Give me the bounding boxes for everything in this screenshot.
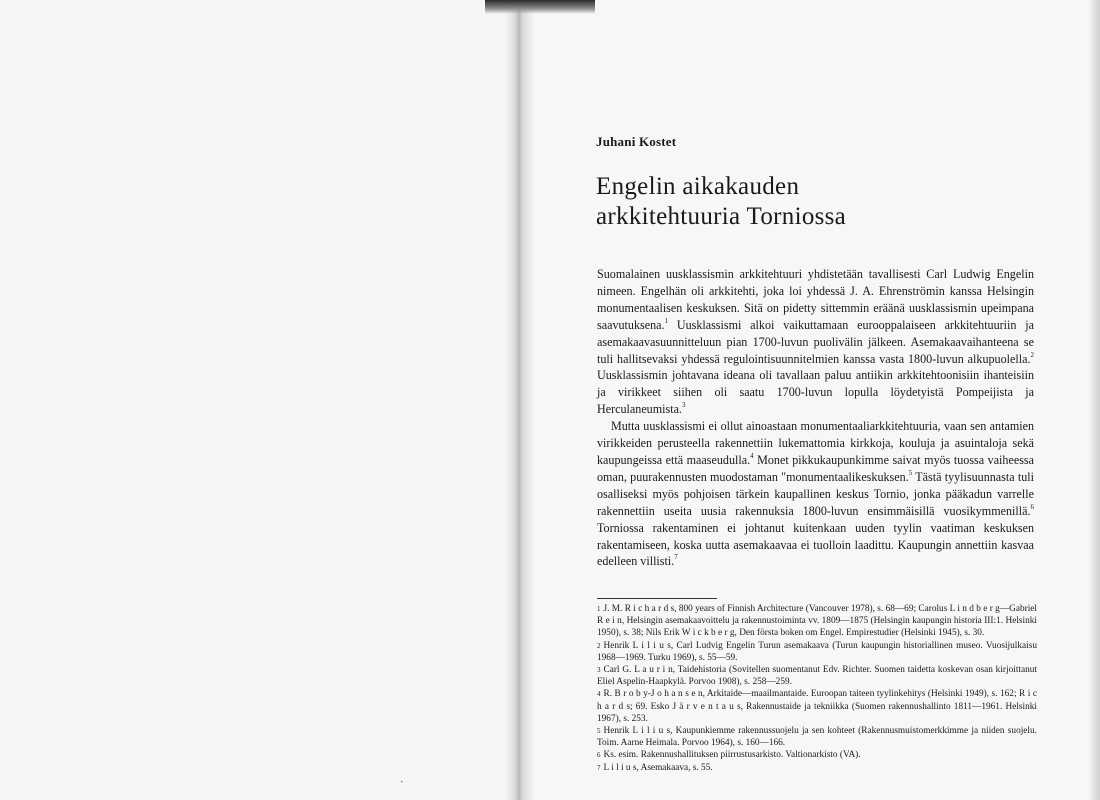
footnote-text: J. M. R i c h a r d s, 800 years of Finnish Architecture (Vancouver 1978), s. 68—69; Carolus L i n d b e r g—Gabriel R e i n, Helsingin asemakaavoittelu ja rakennustoiminta vv. 1809—1875 (Helsingin kaupungin historia III:1. Helsinki 1950), s. 38; Nils Erik W i c k b e r g, Den första boken om Engel. Empirestudier (Helsinki 1945), s. 30. bbox=[597, 604, 1037, 639]
footnote bbox=[597, 603, 1037, 640]
footnote-ref-1: 1 bbox=[664, 316, 669, 325]
stray-ink-mark: ˏ bbox=[400, 771, 404, 783]
footnote-text: Henrik L i l i u s, Kaupunkiemme rakennussuojelu ja sen kohteet (Rakennusmuistomerkkimme ja niiden suojelu. Toim. Aarne Heimala. Porvoo 1964), s. 160—166. bbox=[597, 726, 1037, 749]
footnote-text: Carl G. L a u r i n, Taidehistoria (Sovitellen suomentanut Edv. Richter. Suomen taidetta koskevan osan kirjoittanut Eliel Aspelin-Haapkylä. Porvoo 1908), s. 258—259. bbox=[597, 665, 1037, 688]
book-gutter bbox=[505, 0, 533, 800]
author-name: Juhani Kostet bbox=[596, 134, 677, 149]
footnote-number: 2 bbox=[597, 641, 601, 650]
footnote-number: 3 bbox=[597, 666, 601, 675]
footnote-number: 4 bbox=[597, 690, 601, 699]
paragraph-2-text-d: Torniossa rakentaminen ei johtanut kuitenkaan uuden tyylin vaatiman keskuksen rakentamiseen, koska uutta asemakaavaa ei tuolloin laadittu. Kaupungin annettiin kasvaa edelleen villisti. bbox=[597, 520, 1034, 569]
footnote-ref-6: 6 bbox=[1030, 502, 1034, 511]
footnote bbox=[597, 762, 1037, 774]
footnote bbox=[597, 688, 1037, 725]
footnote bbox=[597, 725, 1037, 749]
left-page-blank bbox=[0, 0, 515, 800]
footnote bbox=[597, 749, 1037, 761]
footnote-number: 7 bbox=[597, 763, 601, 772]
paragraph-1-text-c: Uusklassismin johtavana ideana oli tavallaan paluu antiikin arkkitehtoonisiin ihanteisiin ja virikkeet siihen oli saatu 1700-luvun lopulla löydetyistä Pompeijista ja Herculaneumista. bbox=[597, 368, 1034, 417]
paragraph-2-text-a: Mutta uusklassismi ei ollut ainoastaan monumentaaliarkkitehtuuria, vaan sen antamien virikkeiden perusteella rakennettiin lukemattomia kirkkoja, kouluja ja asuintaloja sekä kaupungeissa että maaseudulla. bbox=[597, 419, 1034, 467]
footnote-text: L i l i u s, Asemakaava, s. 55. bbox=[603, 762, 713, 773]
footnote-ref-4: 4 bbox=[750, 451, 754, 460]
footnote bbox=[597, 664, 1037, 688]
footnote-rule bbox=[597, 598, 717, 599]
footnote bbox=[597, 640, 1037, 664]
title-line-2: arkkitehtuuria Torniossa bbox=[596, 203, 847, 230]
footnote-number: 5 bbox=[597, 727, 601, 736]
footnote-text: R. B r o b y-J o h a n s e n, Arkitaide—maailmantaide. Euroopan taiteen tyylinkehitys (Helsinki 1949), s. 162; R i c h a r d s; 69. Esko J ä r v e n t a u s, Rakennustaide ja tekniikka (Suomen rakennushallinto 1811—1961. Helsinki 1967), s. 253. bbox=[597, 689, 1037, 724]
binding-shadow bbox=[485, 0, 595, 14]
footnote-text: Ks. esim. Rakennushallituksen piirrustusarkisto. Valtionarkisto (VA). bbox=[603, 750, 861, 761]
article-title bbox=[596, 172, 956, 232]
footnote-ref-7: 7 bbox=[674, 553, 678, 562]
footnote-ref-5: 5 bbox=[908, 468, 913, 477]
footnotes bbox=[597, 603, 1037, 774]
footnote-text: Henrik L i l i u s, Carl Ludvig Engelin Turun asemakaava (Turun kaupungin historiallinen museo. Vuosijulkaisu 1968—1969. Turku 1969), s. 55—59. bbox=[597, 640, 1037, 663]
footnote-ref-2: 2 bbox=[1030, 350, 1034, 359]
footnote-ref-3: 3 bbox=[681, 401, 686, 410]
article-body bbox=[597, 266, 1034, 570]
paragraph-1-text-b: Uusklassismi alkoi vaikuttamaan eurooppalaiseen arkkitehtuuriin ja asemakaavasuunnitteluun pian 1700-luvun puolivälin jälkeen. Asemakaavaihanteena se tuli hallitsevaksi yhdessä regulointisuunnitelmien kanssa vasta 1800-luvun alkupuolella. bbox=[597, 317, 1034, 366]
paragraph-2-text-c: Tästä tyylisuunnasta tuli osalliseksi myös pohjoisen tärkein kaupallinen keskus Tornio, jonka pääkadun varrelle rakennettiin useita uusia rakennuksia 1800-luvun ensimmäisillä vuosikymmenillä. bbox=[597, 469, 1034, 518]
footnote-number: 6 bbox=[597, 751, 601, 760]
paragraph-2 bbox=[597, 418, 1034, 570]
paragraph-1 bbox=[597, 266, 1034, 418]
footnote-number: 1 bbox=[597, 605, 601, 613]
title-line-1: Engelin aikakauden bbox=[596, 173, 800, 200]
paragraph-1-text-a: Suomalainen uusklassismin arkkitehtuuri yhdistetään tavallisesti Carl Ludwig Engelin nimeen. Engelhän oli arkkitehti, joka loi yhdessä J. A. Ehrenströmin kanssa Helsingin monumentaalisen keskuksen. Sitä on pidetty sittemmin eräänä uusklassismin upeimpana saavutuksena. bbox=[597, 267, 1034, 332]
paragraph-2-text-b: Monet pikkukaupunkimme saivat myös tuossa vaiheessa oman, puurakennusten muodostaman "monumentaalikeskuksen. bbox=[597, 452, 1034, 484]
page-edge-shadow bbox=[1088, 0, 1100, 800]
